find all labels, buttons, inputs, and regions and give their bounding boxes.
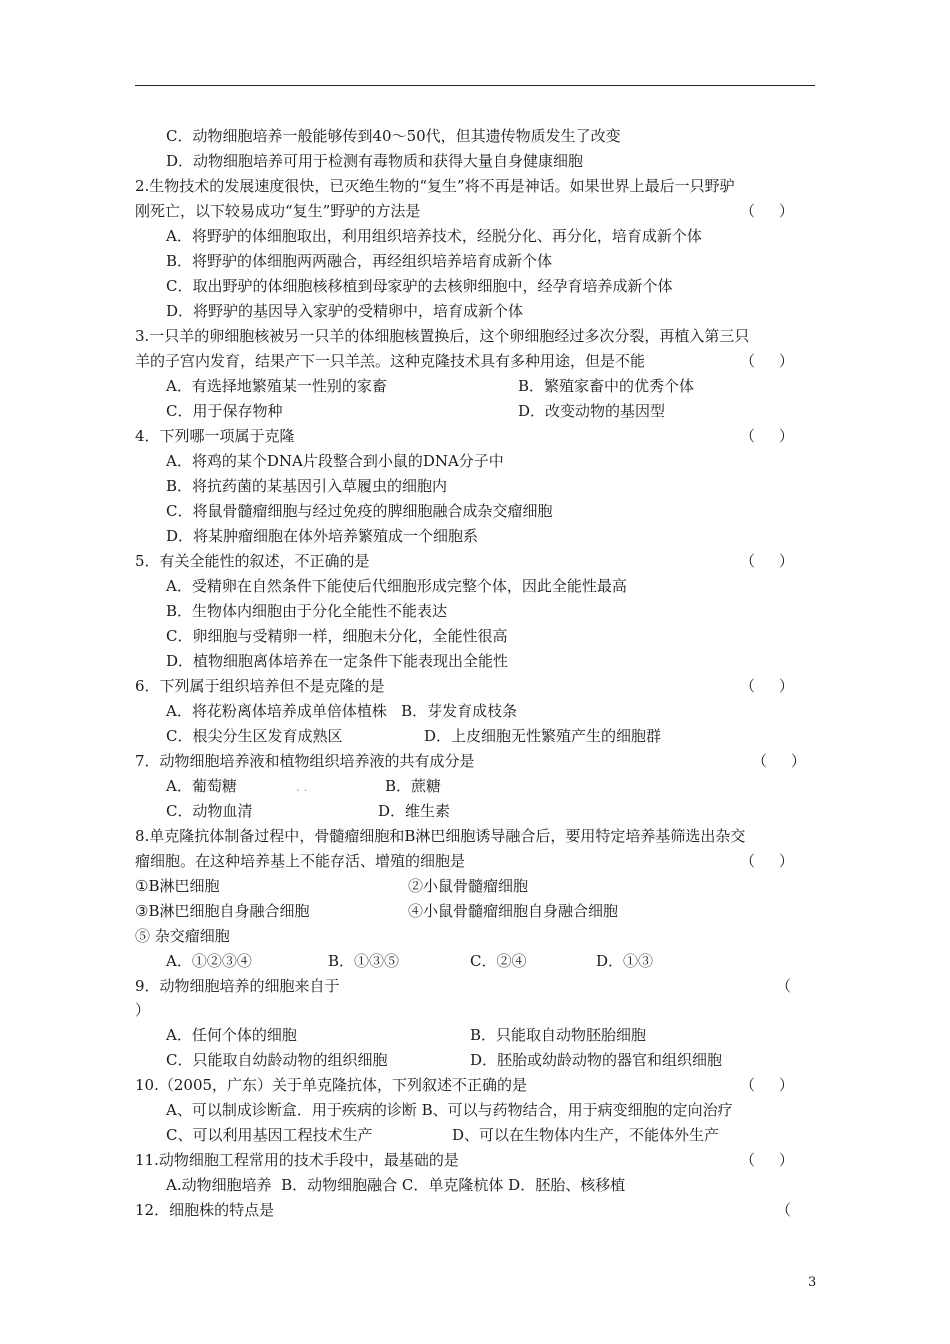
q8-option-b: B．①③⑤ — [328, 952, 400, 970]
q9-option-b: B．只能取自动物胚胎细胞 — [470, 1026, 647, 1044]
q1-option-d: D．动物细胞培养可用于检测有毒物质和获得大量自身健康细胞 — [166, 152, 584, 170]
q5-stem: 5．有关全能性的叙述，不正确的是 — [135, 552, 370, 570]
q9-option-c: C．只能取自幼龄动物的组织细胞 — [166, 1051, 388, 1069]
q3-option-a: A．有选择地繁殖某一性别的家畜 — [166, 377, 387, 395]
q10-answer-paren: （ ） — [740, 1076, 794, 1094]
q9-answer-paren-open: （ — [776, 977, 792, 995]
q4-option-c: C．将鼠骨髓瘤细胞与经过免疫的脾细胞融合成杂交瘤细胞 — [166, 502, 553, 520]
q6-stem: 6．下列属于组织培养但不是克隆的是 — [135, 677, 385, 695]
q2-stem-line1: 2.生物技术的发展速度很快，已灭绝生物的“复生”将不再是神话。如果世界上最后一只野驴 — [135, 177, 735, 195]
q8-item-3: ③B淋巴细胞自身融合细胞 — [135, 902, 310, 920]
q6-answer-paren: （ ） — [740, 677, 794, 695]
q8-answer-paren: （ ） — [740, 852, 794, 870]
q4-option-a: A．将鸡的某个DNA片段整合到小鼠的DNA分子中 — [166, 452, 504, 470]
q10-option-c: C、可以利用基因工程技术生产 — [166, 1126, 373, 1144]
q2-option-d: D．将野驴的基因导入家驴的受精卵中，培育成新个体 — [166, 302, 524, 320]
q11-stem: 11.动物细胞工程常用的技术手段中，最基础的是 — [135, 1151, 459, 1169]
q3-option-d: D．改变动物的基因型 — [518, 402, 666, 420]
q3-answer-paren: （ ） — [740, 352, 794, 370]
q7-answer-paren: （ ） — [752, 752, 806, 770]
q3-option-c: C．用于保存物种 — [166, 402, 283, 420]
q7-stem: 7．动物细胞培养液和植物组织培养液的共有成分是 — [135, 752, 475, 770]
q7-option-d: D．维生素 — [378, 802, 451, 820]
q4-answer-paren: （ ） — [740, 427, 794, 445]
q5-option-a: A．受精卵在自然条件下能使后代细胞形成完整个体，因此全能性最高 — [166, 577, 627, 595]
header-rule — [135, 85, 815, 86]
q4-option-b: B．将抗药菌的某基因引入草履虫的细胞内 — [166, 477, 448, 495]
q5-answer-paren: （ ） — [740, 552, 794, 570]
q10-option-d: D、可以在生物体内生产，不能体外生产 — [452, 1126, 720, 1144]
q7-option-c: C．动物血清 — [166, 802, 253, 820]
q8-option-c: C．②④ — [470, 952, 527, 970]
q6-options-ab: A．将花粉离体培养成单倍体植株 B．芽发育成枝条 — [166, 702, 518, 720]
q7-option-a: A．葡萄糖 — [166, 777, 237, 795]
q4-option-d: D．将某肿瘤细胞在体外培养繁殖成一个细胞系 — [166, 527, 479, 545]
q2-stem-line2: 刚死亡，以下较易成功“复生”野驴的方法是 — [135, 202, 421, 220]
decorative-dots: . . — [296, 780, 308, 794]
q9-answer-paren-close: ） — [135, 1001, 151, 1019]
q7-option-b: B．蔗糖 — [385, 777, 442, 795]
q12-stem: 12．细胞株的特点是 — [135, 1201, 275, 1219]
q8-stem-line2: 瘤细胞。在这种培养基上不能存活、增殖的细胞是 — [135, 852, 466, 870]
q9-option-d: D．胚胎或幼龄动物的器官和组织细胞 — [470, 1051, 723, 1069]
q12-answer-paren: （ — [776, 1201, 792, 1219]
q8-item-4: ④小鼠骨髓瘤细胞自身融合细胞 — [408, 902, 619, 920]
q11-answer-paren: （ ） — [740, 1151, 794, 1169]
q3-option-b: B．繁殖家畜中的优秀个体 — [518, 377, 695, 395]
q8-item-5: ⑤ 杂交瘤细胞 — [135, 927, 230, 945]
q5-option-b: B．生物体内细胞由于分化全能性不能表达 — [166, 602, 448, 620]
q11-options: A.动物细胞培养 B．动物细胞融合 C．单克隆杭体 D．胚胎、核移植 — [166, 1176, 626, 1194]
q3-stem-line2: 羊的子宫内发育，结果产下一只羊羔。这种克隆技术具有多种用途，但是不能 — [135, 352, 646, 370]
q10-options-ab: A、可以制成诊断盒．用于疾病的诊断 B、可以与药物结合，用于病变细胞的定向治疗 — [166, 1101, 733, 1119]
q8-item-1: ①B淋巴细胞 — [135, 877, 220, 895]
q8-stem-line1: 8.单克隆抗体制备过程中，骨髓瘤细胞和B淋巴细胞诱导融合后，要用特定培养基筛选出杂交 — [135, 827, 746, 845]
q4-stem: 4．下列哪一项属于克隆 — [135, 427, 295, 445]
q8-item-2: ②小鼠骨髓瘤细胞 — [408, 877, 529, 895]
q2-option-c: C．取出野驴的体细胞核移植到母家驴的去核卵细胞中，经孕育培养成新个体 — [166, 277, 673, 295]
q2-answer-paren: （ ） — [740, 202, 794, 220]
q9-option-a: A．任何个体的细胞 — [166, 1026, 297, 1044]
q6-option-d: D．上皮细胞无性繁殖产生的细胞群 — [424, 727, 662, 745]
q1-option-c: C．动物细胞培养一般能够传到40～50代，但其遗传物质发生了改变 — [166, 127, 621, 145]
q6-option-c: C．根尖分生区发育成熟区 — [166, 727, 343, 745]
q8-option-d: D．①③ — [596, 952, 654, 970]
q3-stem-line1: 3.一只羊的卵细胞核被另一只羊的体细胞核置换后，这个卵细胞经过多次分裂，再植入第三只 — [135, 327, 750, 345]
q8-option-a: A．①②③④ — [166, 952, 252, 970]
q9-stem: 9．动物细胞培养的细胞来自于 — [135, 977, 340, 995]
q2-option-b: B．将野驴的体细胞两两融合，再经组织培养培育成新个体 — [166, 252, 553, 270]
q5-option-d: D．植物细胞离体培养在一定条件下能表现出全能性 — [166, 652, 509, 670]
q2-option-a: A．将野驴的体细胞取出，利用组织培养技术，经脱分化、再分化，培育成新个体 — [166, 227, 702, 245]
q5-option-c: C．卵细胞与受精卵一样，细胞未分化，全能性很高 — [166, 627, 508, 645]
q10-stem: 10.（2005，广东）关于单克隆抗体，下列叙述不正确的是 — [135, 1076, 528, 1094]
page-number: 3 — [808, 1275, 817, 1290]
